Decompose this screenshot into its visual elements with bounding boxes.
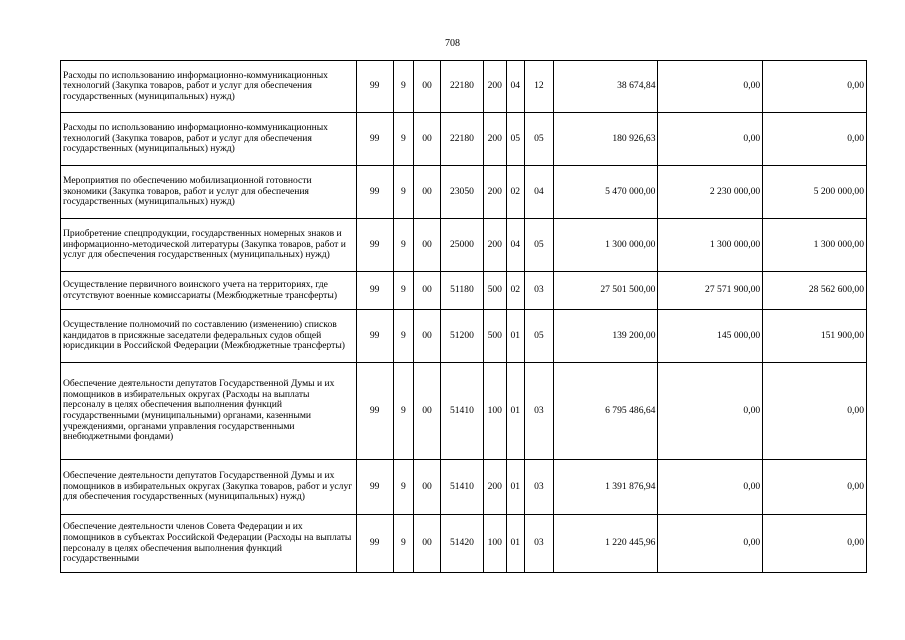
expense-type-code: 100 <box>483 515 506 573</box>
row-description: Приобретение спецпродукции, государственных номерных знаков и информационно-методической литературы (Закупка товаров, работ и услуг для обеспечения государственных (муниципальных) нужд) <box>61 219 357 272</box>
direction-code: 00 <box>414 61 441 113</box>
section-code: 04 <box>506 61 524 113</box>
expense-type-code: 200 <box>483 113 506 166</box>
row-description: Осуществление первичного воинского учета на территориях, где отсутствуют военные комиссариаты (Межбюджетные трансферты) <box>61 272 357 310</box>
expense-code: 22180 <box>440 113 483 166</box>
expense-code: 25000 <box>440 219 483 272</box>
subsection-code: 03 <box>525 272 554 310</box>
amount-year-3: 151 900,00 <box>763 310 867 363</box>
subsection-code: 12 <box>525 61 554 113</box>
section-code: 01 <box>506 515 524 573</box>
amount-year-3: 5 200 000,00 <box>763 166 867 219</box>
amount-year-2: 0,00 <box>658 515 763 573</box>
budget-table <box>60 60 867 573</box>
section-code: 01 <box>506 363 524 460</box>
table-row <box>61 460 867 515</box>
amount-year-2: 145 000,00 <box>658 310 763 363</box>
amount-year-1: 27 501 500,00 <box>553 272 658 310</box>
table-row <box>61 515 867 573</box>
section-code: 02 <box>506 272 524 310</box>
amount-year-3: 0,00 <box>763 460 867 515</box>
subsection-code: 04 <box>525 166 554 219</box>
amount-year-1: 180 926,63 <box>553 113 658 166</box>
amount-year-3: 1 300 000,00 <box>763 219 867 272</box>
amount-year-3: 0,00 <box>763 61 867 113</box>
amount-year-1: 1 300 000,00 <box>553 219 658 272</box>
direction-code: 00 <box>414 363 441 460</box>
program-code: 99 <box>356 113 393 166</box>
amount-year-3: 0,00 <box>763 363 867 460</box>
expense-type-code: 200 <box>483 460 506 515</box>
section-code: 02 <box>506 166 524 219</box>
expense-code: 51200 <box>440 310 483 363</box>
expense-code: 22180 <box>440 61 483 113</box>
direction-code: 00 <box>414 272 441 310</box>
row-description: Обеспечение деятельности членов Совета Федерации и их помощников в субъектах Российской Федерации (Расходы на выплаты персоналу в целях обеспечения выполнения функций государственными <box>61 515 357 573</box>
subsection-code: 03 <box>525 515 554 573</box>
amount-year-3: 0,00 <box>763 113 867 166</box>
amount-year-2: 0,00 <box>658 460 763 515</box>
program-code: 99 <box>356 460 393 515</box>
direction-code: 00 <box>414 460 441 515</box>
page-number: 708 <box>445 38 460 49</box>
expense-code: 51420 <box>440 515 483 573</box>
expense-type-code: 200 <box>483 61 506 113</box>
direction-code: 00 <box>414 166 441 219</box>
amount-year-2: 2 230 000,00 <box>658 166 763 219</box>
program-code: 99 <box>356 310 393 363</box>
amount-year-2: 27 571 900,00 <box>658 272 763 310</box>
subsection-code: 03 <box>525 363 554 460</box>
program-code: 99 <box>356 61 393 113</box>
subprogram-code: 9 <box>393 363 414 460</box>
program-code: 99 <box>356 166 393 219</box>
subprogram-code: 9 <box>393 219 414 272</box>
amount-year-2: 1 300 000,00 <box>658 219 763 272</box>
expense-type-code: 200 <box>483 166 506 219</box>
subprogram-code: 9 <box>393 113 414 166</box>
amount-year-2: 0,00 <box>658 113 763 166</box>
section-code: 04 <box>506 219 524 272</box>
amount-year-1: 38 674,84 <box>553 61 658 113</box>
table-row <box>61 310 867 363</box>
table-row <box>61 61 867 113</box>
subsection-code: 03 <box>525 460 554 515</box>
expense-type-code: 500 <box>483 272 506 310</box>
row-description: Мероприятия по обеспечению мобилизационной готовности экономики (Закупка товаров, работ и услуг для обеспечения государственных (муниципальных) нужд) <box>61 166 357 219</box>
table-row <box>61 166 867 219</box>
table-row <box>61 363 867 460</box>
subprogram-code: 9 <box>393 166 414 219</box>
amount-year-2: 0,00 <box>658 61 763 113</box>
amount-year-3: 28 562 600,00 <box>763 272 867 310</box>
section-code: 05 <box>506 113 524 166</box>
program-code: 99 <box>356 363 393 460</box>
amount-year-1: 5 470 000,00 <box>553 166 658 219</box>
amount-year-3: 0,00 <box>763 515 867 573</box>
direction-code: 00 <box>414 310 441 363</box>
subsection-code: 05 <box>525 219 554 272</box>
expense-type-code: 500 <box>483 310 506 363</box>
table-body <box>61 61 867 573</box>
row-description: Расходы по использованию информационно-коммуникационных технологий (Закупка товаров, работ и услуг для обеспечения государственных (муниципальных) нужд) <box>61 61 357 113</box>
subsection-code: 05 <box>525 310 554 363</box>
table-row <box>61 272 867 310</box>
subprogram-code: 9 <box>393 272 414 310</box>
subprogram-code: 9 <box>393 310 414 363</box>
table-row <box>61 219 867 272</box>
row-description: Обеспечение деятельности депутатов Государственной Думы и их помощников в избирательных округах (Расходы на выплаты персоналу в целях обеспечения выполнения функций государственными (муниципальными) органами, казенными учреждениями, органами управления государственными внебюджетными фондами) <box>61 363 357 460</box>
expense-type-code: 200 <box>483 219 506 272</box>
row-description: Осуществление полномочий по составлению (изменению) списков кандидатов в присяжные заседатели федеральных судов общей юрисдикции в Российской Федерации (Межбюджетные трансферты) <box>61 310 357 363</box>
row-description: Обеспечение деятельности депутатов Государственной Думы и их помощников в избирательных округах (Закупка товаров, работ и услуг для обеспечения государственных (муниципальных) нужд) <box>61 460 357 515</box>
program-code: 99 <box>356 272 393 310</box>
subprogram-code: 9 <box>393 61 414 113</box>
expense-code: 23050 <box>440 166 483 219</box>
direction-code: 00 <box>414 113 441 166</box>
program-code: 99 <box>356 219 393 272</box>
expense-type-code: 100 <box>483 363 506 460</box>
direction-code: 00 <box>414 515 441 573</box>
expense-code: 51410 <box>440 363 483 460</box>
table-row <box>61 113 867 166</box>
section-code: 01 <box>506 460 524 515</box>
amount-year-1: 1 220 445,96 <box>553 515 658 573</box>
subprogram-code: 9 <box>393 515 414 573</box>
direction-code: 00 <box>414 219 441 272</box>
amount-year-1: 139 200,00 <box>553 310 658 363</box>
section-code: 01 <box>506 310 524 363</box>
amount-year-1: 6 795 486,64 <box>553 363 658 460</box>
subprogram-code: 9 <box>393 460 414 515</box>
expense-code: 51180 <box>440 272 483 310</box>
amount-year-1: 1 391 876,94 <box>553 460 658 515</box>
row-description: Расходы по использованию информационно-коммуникационных технологий (Закупка товаров, работ и услуг для обеспечения государственных (муниципальных) нужд) <box>61 113 357 166</box>
subsection-code: 05 <box>525 113 554 166</box>
expense-code: 51410 <box>440 460 483 515</box>
amount-year-2: 0,00 <box>658 363 763 460</box>
program-code: 99 <box>356 515 393 573</box>
